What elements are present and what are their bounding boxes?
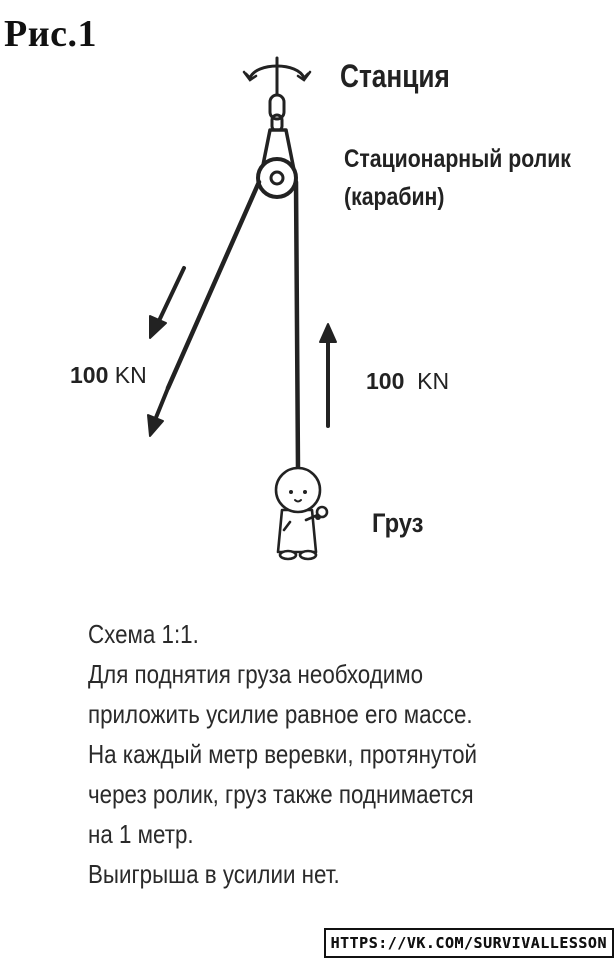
anchor-icon [244,58,310,95]
arrow-up-icon [320,324,336,426]
force-left-label [70,362,147,389]
description-text [88,614,570,894]
force-right-label [366,368,449,395]
force-right-value: 100 [366,368,405,394]
description-line: Схема 1:1. [88,619,199,649]
arrow-down-left-icon [148,388,168,436]
figure-title: Рис.1 [4,13,97,55]
load-label: Груз [372,508,424,538]
watermark-link[interactable]: HTTPS://VK.COM/SURVIVALLESSON [324,928,614,958]
force-left-unit: KN [114,362,147,388]
rope [168,182,298,470]
station-label: Станция [340,58,450,94]
pulley-label-line1: Стационарный ролик [344,145,571,173]
description-line: на 1 метр. [88,819,194,849]
carabiner-link-icon [270,95,284,131]
description-line: через ролик, груз также поднимается [88,779,474,809]
description-line: Выигрыша в усилии нет. [88,859,340,889]
description-line: приложить усилие равное его массе. [88,699,473,729]
pulley-label-line2: (карабин) [344,183,445,211]
description-line: Для поднятия груза необходимо [88,659,424,689]
force-left-value: 100 [70,362,109,388]
pulley-icon [258,130,296,197]
pulley-label [344,140,571,216]
arrow-down-left-icon [150,268,184,338]
force-right-unit: KN [417,368,450,394]
description-line: На каждый метр веревки, протянутой [88,739,478,769]
child-figure-icon [276,468,327,559]
